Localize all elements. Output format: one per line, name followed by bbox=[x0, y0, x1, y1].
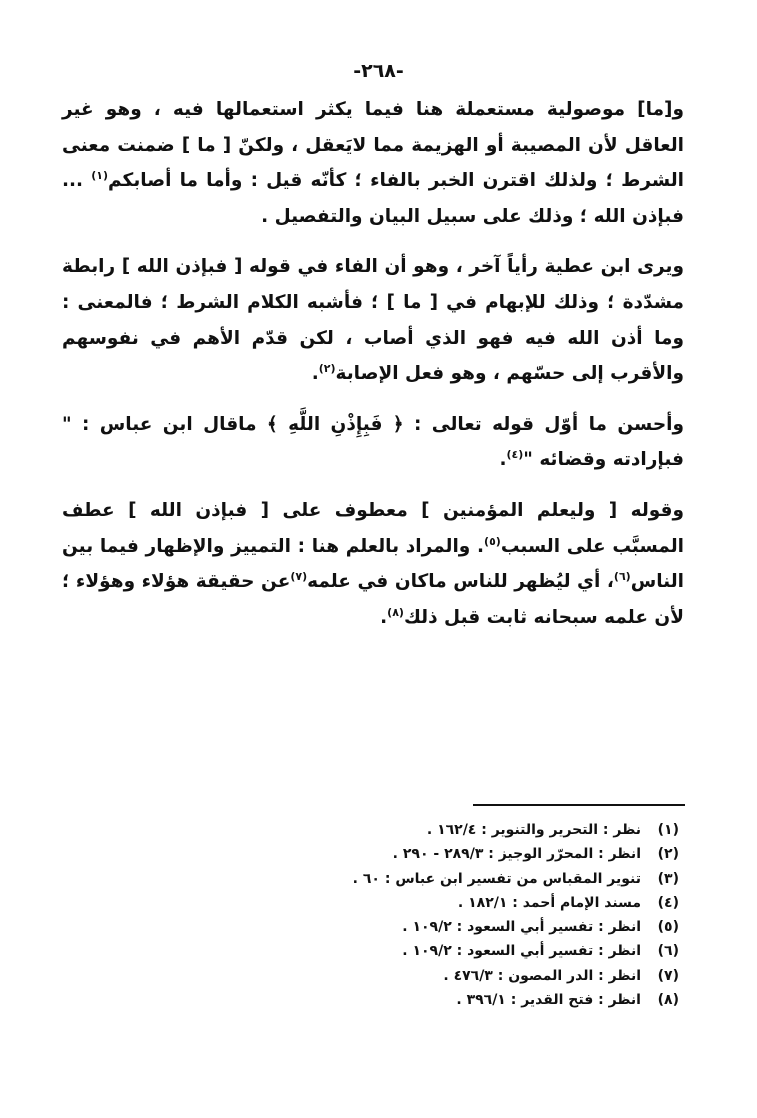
footnote-ref-8: (٨) bbox=[387, 605, 404, 619]
footnote-text: مسند الإمام أحمد : ١٨٢/١ . bbox=[457, 894, 641, 911]
footnote-ref-1: (١) bbox=[91, 169, 109, 183]
footnote-text: انظر : تفسير أبي السعود : ١٠٩/٢ . bbox=[402, 943, 641, 960]
footnote-item bbox=[219, 818, 679, 842]
footnote-mark: (٤) bbox=[657, 894, 679, 911]
paragraph-text: وقوله [ وليعلم المؤمنين ] معطوف على [ فبإذن الله ] عطف المسبَّب على السبب bbox=[62, 499, 684, 557]
footnote-mark: (١) bbox=[657, 822, 679, 838]
paragraph-text: . bbox=[311, 363, 319, 385]
footnote-ref-6: (٦) bbox=[613, 569, 631, 583]
footnote-item bbox=[219, 964, 679, 988]
paragraph-text: . والمراد بالعلم هنا : التمييز والإظهار فيما بين الناس bbox=[62, 535, 685, 593]
paragraph-text: . bbox=[499, 449, 507, 471]
footnote-mark: (٢) bbox=[657, 846, 679, 863]
footnote-text: انظر : تفسير أبي السعود : ١٠٩/٢ . bbox=[402, 919, 641, 936]
paragraph-text: ، أي ليُظهر للناس ماكان في علمه bbox=[307, 571, 614, 593]
footnote-ref-2: (٢) bbox=[318, 362, 336, 375]
footnote-item bbox=[219, 842, 679, 866]
footnote-mark: (٦) bbox=[657, 943, 679, 960]
footnote-mark: (٨) bbox=[657, 992, 679, 1009]
paragraph-3 bbox=[62, 407, 684, 478]
paragraph-1 bbox=[62, 92, 684, 234]
paragraph-text: وأحسن ما أوّل قوله تعالى : ﴿ فَبِإِذْنِ اللَّهِ ﴾ ماقال ابن عباس : " فبإرادته وقضائه " bbox=[62, 413, 684, 471]
footnotes-list bbox=[219, 818, 679, 1012]
footnote-item bbox=[219, 867, 679, 891]
footnote-ref-7: (٧) bbox=[290, 569, 308, 583]
footnote-ref-5: (٥) bbox=[484, 534, 501, 548]
footnote-item bbox=[219, 988, 679, 1012]
footnote-item bbox=[219, 915, 679, 939]
footnote-text: نظر : التحرير والتنوير : ١٦٢/٤ . bbox=[426, 822, 641, 838]
footnote-mark: (٥) bbox=[657, 919, 679, 936]
footnote-text: تنوير المقباس من تفسير ابن عباس : ٦٠ . bbox=[352, 870, 641, 887]
footnote-item bbox=[219, 891, 679, 915]
footnote-text: انظر : المحرّر الوجيز : ٢٨٩/٣ - ٢٩٠ . bbox=[392, 846, 641, 863]
paragraph-text: و[ما] موصولية مستعملة هنا فيما يكثر استعمالها فيه ، وهو غير العاقل لأن المصيبة أو الهزيمة مما لايَعقل ، ولكنّ [ ما ] ضمنت معنى الشرط ؛ ولذلك اقترن الخبر بالفاء ؛ كأنّه قيل : وأما ما أصابكم bbox=[62, 99, 684, 192]
footnote-mark: (٣) bbox=[657, 870, 679, 887]
paragraph-2 bbox=[62, 249, 684, 391]
paragraph-4 bbox=[62, 493, 684, 635]
footnote-text: انظر : الدر المصون : ٤٧٦/٣ . bbox=[443, 967, 641, 984]
paragraph-text: . bbox=[380, 606, 388, 628]
body-text bbox=[62, 92, 684, 650]
paragraph-text: ويرى ابن عطية رأياً آخر ، وهو أن الفاء في قوله [ فبإذن الله ] رابطة مشدّدة ؛ وذلك للإبهام في [ ما ] ؛ فأشبه الكلام الشرط ؛ فالمعنى : وما أذن الله فيه فهو الذي أصاب ، لكن قدّم الأهم في نفوسهم والأقرب إلى حسّهم ، وهو فعل الإصابة bbox=[62, 256, 684, 385]
footnote-divider bbox=[473, 804, 685, 806]
footnote-ref-3: (٤) bbox=[506, 448, 524, 462]
page-number: -٢٦٨- bbox=[353, 60, 404, 82]
paragraph-text: ... فبإذن الله ؛ وذلك على سبيل البيان والتفصيل . bbox=[62, 170, 684, 227]
footnote-text: انظر : فتح القدير : ٣٩٦/١ . bbox=[456, 992, 641, 1009]
paragraph-text: عن حقيقة هؤلاء وهؤلاء ؛ لأن علمه سبحانه ثابت قبل ذلك bbox=[62, 571, 684, 628]
footnote-item bbox=[219, 939, 679, 963]
footnote-mark: (٧) bbox=[657, 967, 679, 984]
